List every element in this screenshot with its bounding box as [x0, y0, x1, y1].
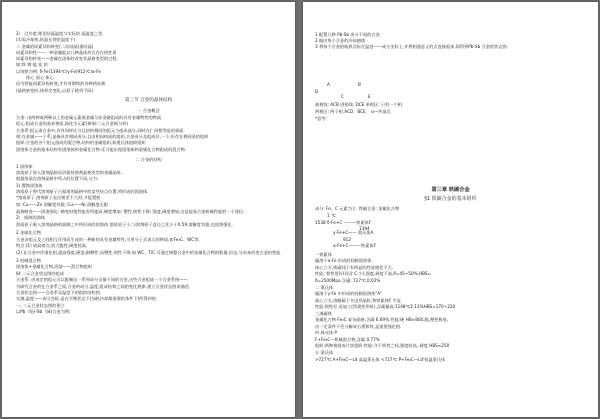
- text-line: 3 机械混合物: [16, 258, 41, 263]
- text-line: 四 珠光体 P: [315, 330, 337, 335]
- text-line: 2 金属化合物: [16, 230, 41, 235]
- text-line: 三渗碳体: [315, 311, 332, 316]
- document-page-right: [303, 2, 598, 417]
- text-line: 碳溶于α-Fe 形成的间隙固溶体.: [315, 258, 373, 263]
- text-line: 晶格畸变——固溶强化: 畸变时使性能有所提高,硬度增加; 塑性,韧性下降; 强度,硬度增加,这是提高合金机械性能的一个途径.: [16, 209, 245, 214]
- text-line: 根据溶质在溶剂晶格中所占的位置不同,分为:: [16, 176, 99, 181]
- text-line: 第三节 合金的晶体结构: [124, 98, 173, 103]
- text-line: 两相区: 两个相.ACD、BCE、 α—共晶点: [315, 109, 391, 114]
- diagram-point-label: B: [358, 82, 361, 87]
- text-line: 1538 δ-Fe+C ———铁素体F: [315, 220, 372, 225]
- text-line: 组织:合金的各个组元组成的混合物,结构的金属组织,如奥氏体组织组织: [16, 140, 146, 145]
- diagram-point-label: D: [315, 89, 319, 94]
- text-line: §4 二元合金状态图的组成: [16, 271, 64, 276]
- text-line: 一铁素体: [315, 252, 332, 257]
- text-line: 如: Cu——Zn 溶解度有限; Cu——Ni 溶解度无限: [16, 202, 108, 207]
- text-line: 因为铁能同素异构转变,才有对钢铁的各种热处理.: [16, 81, 107, 86]
- text-line: 体心 面心 体心: [26, 75, 54, 80]
- text-line: 由一定条件下会分解成石墨和铁,是重要强化相.: [315, 324, 402, 329]
- text-line: δ=2500Mpa 含碳: 727℃,0.02%: [315, 278, 381, 283]
- text-line: 二 合金的结构: [135, 157, 162, 162]
- text-line: 液相线: ACB 固相线: DCE 单相区: 只有一个相.: [315, 102, 404, 107]
- diagram-point-label: A: [327, 82, 330, 87]
- text-line: 碳溶于γ-Fe 中形成的间隙固溶体"A": [315, 291, 383, 296]
- text-line: 组织:两种相组成片状组织.性能:介于两者之间,强度较高, 硬度 HBS≈250: [315, 343, 450, 348]
- text-line: 一 合金概念: [137, 108, 160, 113]
- text-line: *思考:: [315, 116, 327, 121]
- text-line: 合金系:组元或合金中,具有同样比分且结构相同的组元与组成部分,同时在仁同相等是的界面.: [16, 128, 185, 133]
- diagram-point-label: E: [368, 94, 371, 99]
- text-line: 2 做出每个合金的冷却曲线: [315, 38, 366, 43]
- document-page-left: [2, 2, 295, 417]
- text-line: α-Fe+C———铁素体F: [333, 243, 376, 248]
- text-line: 二 金属的同素异构转变(二次结晶)重结晶): [16, 44, 94, 49]
- text-line: 912: [343, 237, 351, 242]
- text-line: 成分: Fe、C 元素为主. 铁碳合金: 金属化合物: [315, 206, 400, 211]
- text-line: 如:铁 钢 锰 钛 钴: [16, 62, 48, 67]
- text-line: 固溶体合金的基本结构有固溶体和金属化合物.还可能出现固溶体和金属化合物组成的混合物.: [16, 147, 187, 152]
- text-line: F+Fe₃C—机械混合物,含碳 0.77%: [315, 337, 380, 342]
- text-line: 溶质原子溶入溶剂晶格而仍保持溶剂晶格类型的金属晶体.: [16, 170, 123, 175]
- text-line: 合金系: 由成定的组元可以配制出一系列成分含量不同的合金,这些合金组成一个合金系统——: [16, 277, 188, 282]
- section-title: §1 铁碳合金的基本组织: [424, 196, 477, 202]
- text-line: 组元:组成合金的基本物质,如化学元素(黄铜:二元合金铜与锌): [16, 121, 129, 126]
- text-line: (晶格转变时,体积会变化,以原子排列不同): [16, 88, 94, 93]
- text-line: 2） 间隙固溶体: [16, 215, 46, 220]
- text-line: 1) 置换固溶体: [16, 183, 43, 188]
- text-line: 特点:(1) 较高熔点,较大脆性,硬度较高.: [16, 243, 88, 248]
- text-line: 1 ℃: [327, 213, 336, 218]
- text-line: 溶质原子嵌入溶剂晶格的间隙之中所形成的固溶体.溶质原子小,与溶剂原子直径之比小于0.59,溶解度有限,也固溶强化.: [16, 222, 233, 227]
- text-line: (实际冷却快,结晶在理论温度下): [16, 37, 76, 42]
- text-line: 1 固溶体: [16, 164, 33, 169]
- text-line: 体心立方,铁碳纯于有明显的性质相差不大.: [315, 265, 394, 270]
- text-line: 五 莱氏体: [315, 350, 334, 355]
- text-line: 以Pb（铅)-Sb（锑)合金为例:: [16, 309, 71, 314]
- text-line: >727℃ A+Fe₃C—Ld 高温莱氏体 <727℃ P+Fe₃C—Ld'低温莱氏体: [315, 357, 446, 362]
- text-line: 同素异构转变——金属在固体时改变其晶格类型的过程.: [16, 56, 118, 61]
- chapter-title: 第三章 铁碳合金: [431, 187, 470, 193]
- text-line: 2） 过冷度:理论结晶温度与实际结 晶温度之差.: [16, 31, 104, 36]
- text-line: 实测,温度——成分坐标,是在平衡状态下(加热冷却都很慢的条件下)所得到的.: [16, 296, 158, 301]
- text-line: γ-Fe+C—— 奥氏体A: [333, 230, 374, 235]
- text-line: 3 将每个合金的临界点标在温度——成分坐标上,并将相通意义的点连接起来,即得到Pb-Sb 合金的状态图.: [315, 44, 509, 49]
- text-line: 为研究合金的在合金系之间,合金的成分,温度,组成结构之间的变化规律,建立合金状态图来描述.: [16, 284, 191, 289]
- text-line: 性能:韧性好,易加工(所需变形时),含碳量高:1148℃2.11%HBS=170~220: [315, 304, 456, 309]
- text-line: 面心立方,溶解碳于多边形晶粒,和铁素体F 平直.: [315, 298, 403, 303]
- text-line: 二 奥氏体: [315, 285, 334, 290]
- text-line: 1 配置几种 Pb-Sb 成分不同的合金.: [315, 32, 382, 37]
- text-line: 溶质原子替代溶剂原子占据溶剂晶格中的某些结点位置.所形成的固溶体.: [16, 189, 149, 194]
- text-line: 合金各组元及之间相互作用而生成的一种新的具有金属特性,可用分子式表示的物质.如Fe₃C、WC等.: [16, 237, 200, 242]
- text-line: 合金: 由两种或两种以上的金属元素或金属与非金属组成的具有金属特性的物质.: [16, 115, 163, 120]
- text-line: 固溶体+金属化合物,固溶——混合物组织: [16, 264, 93, 269]
- text-line: (2) 在合金中作强化相,提高强度,硬度,耐磨性,而塑性,韧性下降.如 WC、TiC.可通过调整合金中的金属化合物的数量,形态,分布来改变合金的性能: [16, 250, 281, 255]
- text-line: 以纯铁为例: δ-Fe(1394℃)γ-Fe(912℃)α-Fe: [16, 69, 101, 74]
- text-line: *溶质原子,溶剂原子直径相差不大时,才能置换: [16, 195, 101, 200]
- text-line: 性能: 韧性很好(同含 C 少),强度,硬度不高,δ=45~50%,HBS=: [315, 271, 432, 276]
- diagram-point-label: C: [341, 94, 344, 99]
- text-line: 金属化合物 Fe₃C 复杂晶格,含碳 6.69%.性能:硬 HB≈800,脆,塑性极低,: [315, 317, 449, 322]
- text-line: 一, 二元合金状态图的建立: [16, 303, 65, 308]
- text-line: 相:在金属——个系,是指具有相同成分,且由相同构成的组织,合金成分及组成层,一个,但存在相同金的组织: [16, 134, 209, 139]
- text-line: 1394: [359, 226, 370, 231]
- text-line: 同素异构性——一种金属能以几种晶体形式存在的性质: [16, 50, 117, 55]
- text-line: 合金状态图——合金系各温度下的组织结构图.: [16, 290, 102, 295]
